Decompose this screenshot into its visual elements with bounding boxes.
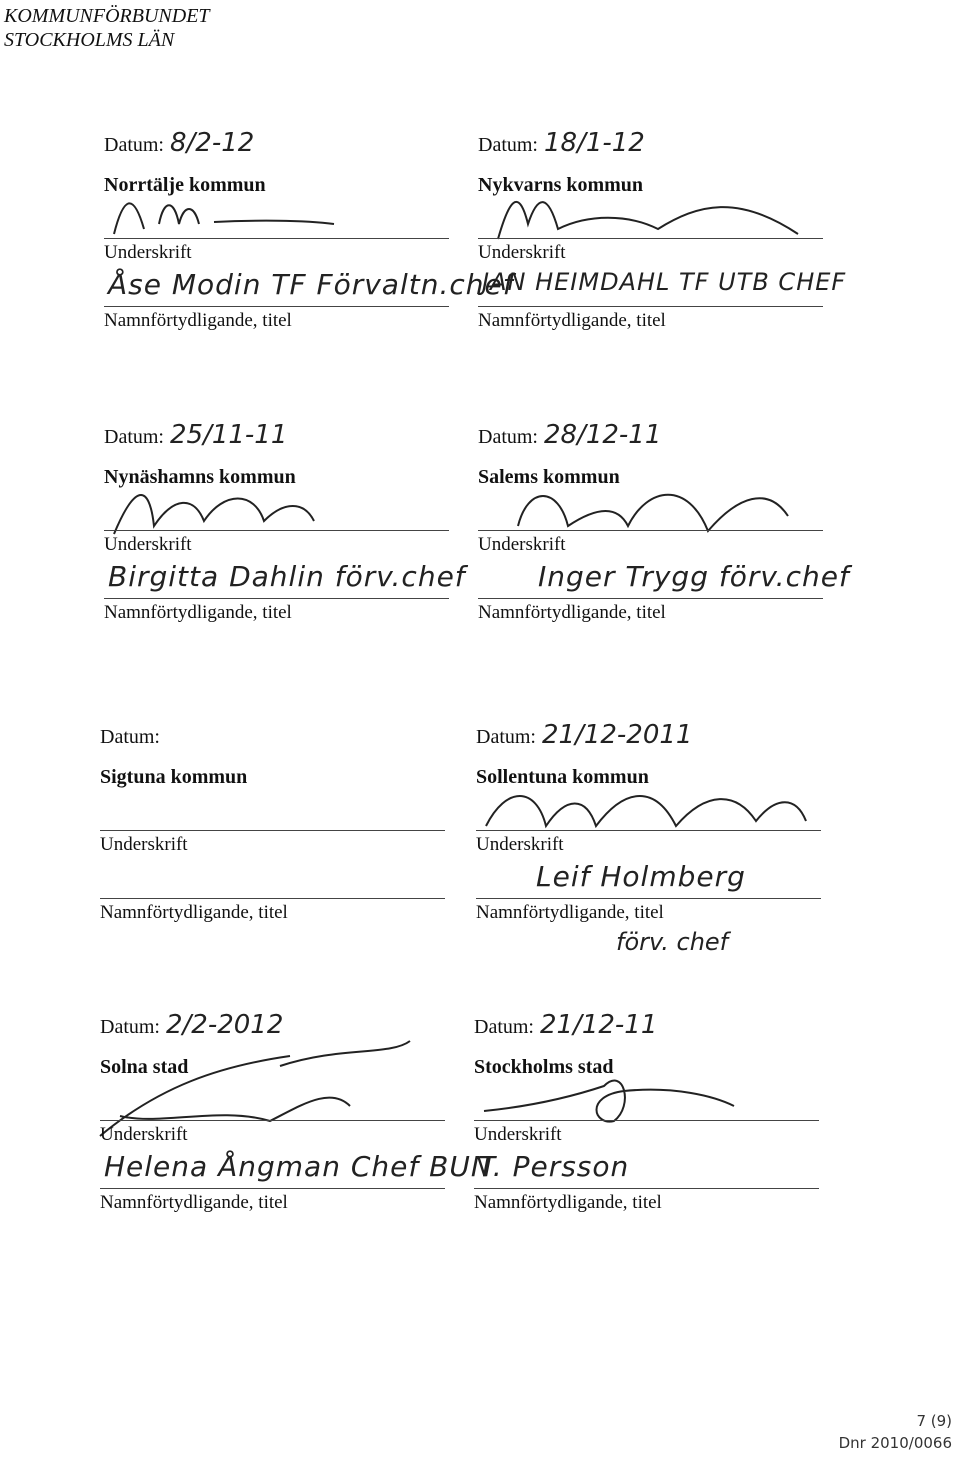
signature-caption: Underskrift: [104, 534, 192, 555]
signature-line: [100, 830, 445, 831]
signature-block-nynashamn: [104, 420, 466, 660]
date-handwritten: 18/1-12: [544, 128, 645, 158]
page-number: 7 (9): [916, 1412, 952, 1430]
name-title-caption: Namnförtydligande, titel: [478, 310, 666, 331]
document-number: Dnr 2010/0066: [838, 1434, 952, 1452]
date-row: [474, 1010, 657, 1040]
name-line: [478, 598, 823, 599]
signature-drawing: [478, 476, 818, 536]
signature-line: [100, 1120, 445, 1121]
date-row: [476, 720, 692, 750]
signature-block-sigtuna: [100, 720, 450, 960]
date-row: [478, 420, 661, 450]
signature-caption: Underskrift: [478, 242, 566, 263]
signature-line: [476, 830, 821, 831]
signature-line: [478, 238, 823, 239]
signature-drawing: [478, 184, 818, 244]
signature-drawing: [100, 1066, 440, 1126]
date-handwritten: 2/2-2012: [166, 1010, 284, 1040]
signature-caption: Underskrift: [104, 242, 192, 263]
letterhead-line-2: STOCKHOLMS LÄN: [4, 29, 175, 51]
name-line: [478, 306, 823, 307]
name-handwritten: Inger Trygg förv.chef: [538, 560, 850, 593]
municipality-name: Solna stad: [100, 1056, 189, 1078]
date-row: [478, 128, 645, 158]
signature-caption: Underskrift: [100, 834, 188, 855]
page-footer: [839, 1410, 952, 1454]
municipality-name: Stockholms stad: [474, 1056, 614, 1078]
signature-drawing: [476, 776, 816, 836]
name-line: [474, 1188, 819, 1189]
name-line: [476, 898, 821, 899]
name-handwritten: Birgitta Dahlin förv.chef: [108, 560, 466, 593]
date-row: [100, 720, 166, 750]
municipality-name: Nykvarns kommun: [478, 174, 644, 196]
signature-caption: Underskrift: [100, 1124, 188, 1145]
signature-line: [104, 530, 449, 531]
date-label: Datum:: [104, 134, 164, 156]
name-line: [104, 598, 449, 599]
municipality-name: Nynäshamns kommun: [104, 466, 296, 488]
signature-block-solna: [100, 1010, 493, 1250]
date-label: Datum:: [100, 1016, 160, 1038]
name-title-caption: Namnförtydligande, titel: [474, 1192, 662, 1213]
date-handwritten: 21/12-2011: [542, 720, 693, 750]
signature-caption: Underskrift: [478, 534, 566, 555]
date-label: Datum:: [100, 726, 160, 748]
name-line: [100, 898, 445, 899]
municipality-name: Sigtuna kommun: [100, 766, 248, 788]
name-title-caption: Namnförtydligande, titel: [476, 902, 664, 923]
date-label: Datum:: [474, 1016, 534, 1038]
signature-drawing: [104, 476, 444, 536]
signature-block-sollentuna: [476, 720, 826, 960]
signature-block-stockholm: [474, 1010, 824, 1250]
date-row: [104, 420, 287, 450]
signature-line: [478, 530, 823, 531]
name-handwritten: JAN HEIMDAHL TF UTB CHEF: [482, 268, 847, 296]
name-title-caption: Namnförtydligande, titel: [478, 602, 666, 623]
municipality-name: Salems kommun: [478, 466, 620, 488]
date-label: Datum:: [104, 426, 164, 448]
name-line: [100, 1188, 445, 1189]
municipality-name: Norrtälje kommun: [104, 174, 266, 196]
date-row: [104, 128, 254, 158]
title-handwritten: förv. chef: [616, 928, 729, 956]
date-handwritten: 28/12-11: [544, 420, 662, 450]
name-title-caption: Namnförtydligande, titel: [100, 902, 288, 923]
signature-drawing: [104, 184, 444, 244]
name-handwritten: T. Persson: [478, 1150, 630, 1183]
name-handwritten: Åse Modin TF Förvaltn.chef: [108, 268, 514, 301]
letterhead-line-1: KOMMUNFÖRBUNDET: [4, 5, 210, 27]
name-handwritten: Helena Ångman Chef BUN: [104, 1150, 493, 1183]
signature-block-salem: [478, 420, 850, 660]
name-title-caption: Namnförtydligande, titel: [104, 310, 292, 331]
name-title-caption: Namnförtydligande, titel: [100, 1192, 288, 1213]
date-label: Datum:: [478, 426, 538, 448]
signature-caption: Underskrift: [476, 834, 564, 855]
name-handwritten: Leif Holmberg: [536, 860, 746, 893]
signature-block-nykvarn: [478, 128, 847, 368]
signature-caption: Underskrift: [474, 1124, 562, 1145]
letterhead: [4, 4, 210, 52]
date-label: Datum:: [478, 134, 538, 156]
date-row: [100, 1010, 283, 1040]
signature-block-norrtalje: [104, 128, 514, 368]
signature-drawing: [474, 1066, 814, 1126]
date-handwritten: 8/2-12: [170, 128, 255, 158]
name-line: [104, 306, 449, 307]
municipality-name: Sollentuna kommun: [476, 766, 649, 788]
signature-line: [104, 238, 449, 239]
name-title-caption: Namnförtydligande, titel: [104, 602, 292, 623]
date-handwritten: 21/12-11: [540, 1010, 658, 1040]
signature-line: [474, 1120, 819, 1121]
date-handwritten: 25/11-11: [170, 420, 288, 450]
date-label: Datum:: [476, 726, 536, 748]
